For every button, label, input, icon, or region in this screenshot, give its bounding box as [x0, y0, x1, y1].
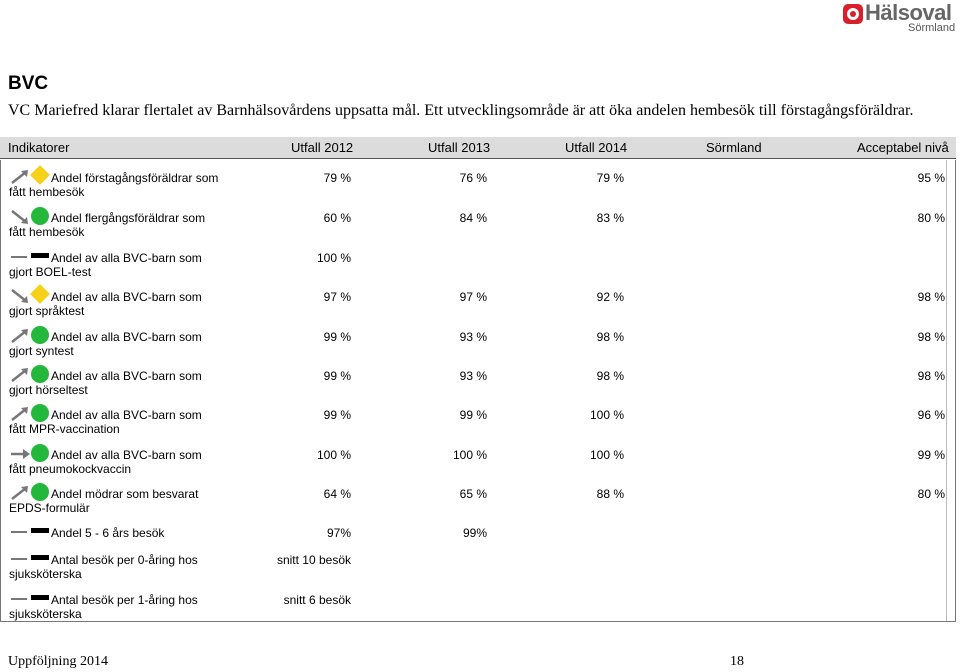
value-2014: 98 % [596, 369, 624, 383]
indicator-cell [9, 165, 219, 205]
value-2012: 99 % [323, 408, 351, 422]
table-row [1, 547, 957, 587]
value-2012: 64 % [323, 487, 351, 501]
indicator-cell [9, 245, 209, 285]
value-2013: 84 % [459, 211, 487, 225]
value-2014: 98 % [596, 330, 624, 344]
logo-name: Hälsoval [865, 0, 952, 25]
table-row [1, 205, 957, 245]
table-row [1, 363, 957, 403]
footer-text: Uppföljning 2014 [8, 654, 108, 669]
value-2014: 83 % [596, 211, 624, 225]
value-2012: 60 % [323, 211, 351, 225]
value-acceptable-level: 98 % [917, 330, 945, 344]
indicator-label: Andel av alla BVC-barn som gjort språktest [9, 290, 202, 318]
indicator-label: Andel av alla BVC-barn som gjort BOEL-test [9, 251, 202, 279]
indicator-table [0, 160, 956, 622]
indicator-label: Andel av alla BVC-barn som fått MPR-vaccination [9, 408, 202, 436]
value-2012: snitt 6 besök [283, 593, 351, 607]
value-2014: 100 % [589, 448, 624, 462]
indicator-cell [9, 442, 209, 482]
value-acceptable-level: 98 % [917, 290, 945, 304]
logo-subtitle: Sörmland [908, 22, 956, 34]
table-row [1, 284, 957, 324]
indicator-cell [9, 324, 209, 364]
page-title: BVC [8, 73, 49, 94]
table-row [1, 442, 957, 482]
value-2012: 97 % [323, 290, 351, 304]
value-acceptable-level: 96 % [917, 408, 945, 422]
indicator-label: Andel av alla BVC-barn som gjort hörseltest [9, 369, 202, 397]
value-2013: 99% [462, 526, 487, 540]
col-header-2012: Utfall 2012 [291, 140, 354, 155]
halsoval-logo [843, 2, 958, 34]
value-2012: 99 % [323, 369, 351, 383]
table-header [0, 137, 956, 159]
page-subtitle: VC Mariefred klarar flertalet av Barnhälsovårdens uppsatta mål. Ett utvecklingsområde är att öka andelen hembesök till förstagångsföräldrar. [8, 102, 914, 119]
value-2014: 88 % [596, 487, 624, 501]
col-header-2014: Utfall 2014 [565, 140, 628, 155]
value-2013: 100 % [452, 448, 487, 462]
indicator-cell [9, 284, 209, 324]
col-header-indicators: Indikatorer [8, 140, 70, 155]
indicator-label: Antal besök per 0-åring hos sjuksköterska [9, 553, 198, 581]
value-2014: 79 % [596, 171, 624, 185]
value-acceptable-level: 80 % [917, 487, 945, 501]
col-header-2013: Utfall 2013 [428, 140, 491, 155]
value-2014: 100 % [589, 408, 624, 422]
value-2013: 93 % [459, 369, 487, 383]
col-header-acceptable: Acceptabel nivå [857, 140, 949, 155]
value-2013: 99 % [459, 408, 487, 422]
value-acceptable-level: 80 % [917, 211, 945, 225]
value-2012: 97% [326, 526, 351, 540]
table-row [1, 324, 957, 364]
value-2012: 79 % [323, 171, 351, 185]
value-2012: 99 % [323, 330, 351, 344]
indicator-label: Andel förstagångsföräldrar som fått hembesök [9, 171, 219, 199]
table-row [1, 481, 957, 521]
value-2012: 100 % [316, 448, 351, 462]
value-2014: 92 % [596, 290, 624, 304]
value-2013: 65 % [459, 487, 487, 501]
table-row [1, 245, 957, 285]
indicator-cell [9, 547, 209, 587]
value-2012: snitt 10 besök [276, 553, 351, 567]
indicator-cell [9, 363, 209, 403]
col-header-sormland: Sörmland [706, 140, 762, 155]
indicator-cell [9, 587, 209, 627]
table-row [1, 587, 957, 627]
logo-mark-icon [843, 4, 863, 24]
indicator-label: Antal besök per 1-åring hos sjuksköterska [9, 593, 198, 621]
indicator-cell [9, 402, 209, 442]
value-acceptable-level: 99 % [917, 448, 945, 462]
value-2012: 100 % [316, 251, 351, 265]
indicator-cell [9, 481, 209, 521]
page-number: 18 [730, 654, 744, 669]
value-2013: 93 % [459, 330, 487, 344]
indicator-label: Andel 5 - 6 års besök [51, 526, 165, 540]
indicator-cell [9, 205, 209, 245]
indicator-label: Andel mödrar som besvarat EPDS-formulär [9, 487, 199, 515]
table-row [1, 165, 957, 205]
value-2013: 97 % [459, 290, 487, 304]
value-2013: 76 % [459, 171, 487, 185]
table-row [1, 402, 957, 442]
value-acceptable-level: 98 % [917, 369, 945, 383]
value-acceptable-level: 95 % [917, 171, 945, 185]
indicator-label: Andel flergångsföräldrar som fått hembesök [9, 211, 206, 239]
indicator-label: Andel av alla BVC-barn som gjort syntest [9, 330, 202, 358]
indicator-label: Andel av alla BVC-barn som fått pneumokockvaccin [9, 448, 202, 476]
